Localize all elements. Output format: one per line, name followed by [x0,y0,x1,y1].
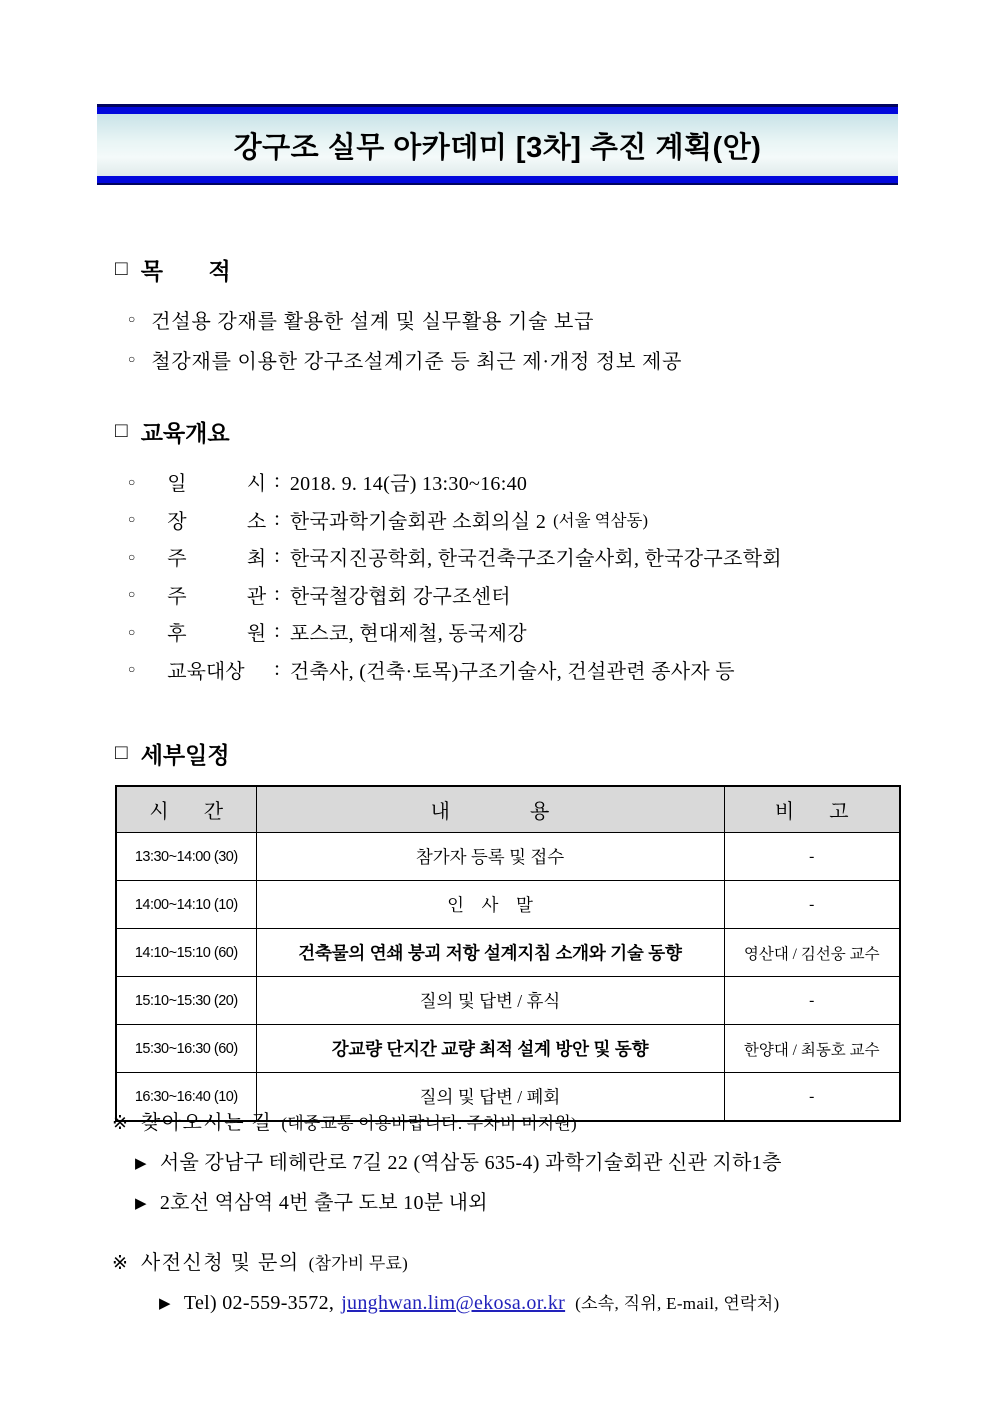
list-item [128,576,900,614]
overview-item-value: 한국철강협회 강구조센터 [289,585,511,608]
contact-line [159,1289,922,1315]
cell-content: 건축물의 연쇄 붕괴 저항 설계지침 소개와 기술 동향 [256,929,724,977]
note-heading [112,1106,922,1135]
table-header-row [116,786,900,833]
arrow-bullet-icon: ▶ [135,1196,147,1212]
cell-remark: - [724,833,900,881]
list-item [128,651,900,689]
banner-top-bar [97,104,898,114]
email-link[interactable]: junghwan.lim@ekosa.or.kr [341,1292,566,1314]
overview-item-value: 건축사, (건축·토목)구조기술사, 건설관련 종사자 등 [289,660,735,683]
purpose-heading-label: 목 적 [140,258,231,284]
title-banner [97,104,898,185]
cell-content: 참가자 등록 및 접수 [256,833,724,881]
overview-list [115,463,900,688]
schedule-table [115,785,901,1122]
label-colon: : [274,657,280,680]
circle-bullet-icon: ○ [128,474,136,489]
circle-bullet-icon: ○ [128,662,136,677]
circle-bullet-icon: ○ [128,624,136,639]
overview-item-value: 한국지진공학회, 한국건축구조기술사회, 한국강구조학회 [289,548,782,571]
cell-time: 14:10~15:10 (60) [116,929,256,977]
cell-remark: - [724,881,900,929]
direction-text: 서울 강남구 테헤란로 7길 22 (역삼동 635-4) 과학기술회관 신관 지하1층 [159,1152,782,1174]
label-colon: : [274,545,280,568]
overview-item-label: 주 최 [167,548,267,571]
schedule-heading [115,737,900,770]
cell-content: 강교량 단지간 교량 최적 설계 방안 및 동향 [256,1025,724,1073]
circle-bullet-icon: ○ [128,587,136,602]
label-colon: : [274,507,280,530]
purpose-item-text: 철강재를 이용한 강구조설계기준 등 최근 제·개정 정보 제공 [151,350,683,373]
cell-remark: 영산대 / 김선웅 교수 [724,929,900,977]
cell-time: 13:30~14:00 (30) [116,833,256,881]
col-header-time: 시 간 [116,786,256,833]
cell-content: 인 사 말 [256,881,724,929]
phone-number: Tel) 02-559-3572, [183,1292,335,1314]
cell-time: 14:00~14:10 (10) [116,881,256,929]
purpose-item-text: 건설용 강재를 활용한 설계 및 실무활용 기술 보급 [151,310,595,333]
banner-body [97,114,898,176]
table-row [116,833,900,881]
overview-item-label: 후 원 [167,623,267,646]
schedule-heading-label: 세부일정 [140,742,230,768]
cell-time: 15:30~16:30 (60) [116,1025,256,1073]
section-schedule [115,737,900,1122]
col-header-content: 내 용 [256,786,724,833]
label-colon: : [274,582,280,605]
arrow-bullet-icon: ▶ [135,1156,147,1172]
table-row [116,977,900,1025]
cell-remark: - [724,977,900,1025]
document-content [115,184,900,1122]
square-bullet-icon: □ [115,257,128,280]
cell-remark: - [724,1073,900,1122]
footer-notes [112,1106,922,1315]
overview-item-note: (서울 역삼동) [553,511,648,531]
square-bullet-icon: □ [115,419,128,442]
note-title: 찾아오시는 길 [140,1112,273,1134]
overview-heading-label: 교육개요 [140,420,230,446]
note-registration [112,1246,922,1315]
overview-item-value: 한국과학기술회관 소회의실 2 [289,510,547,533]
table-row [116,1025,900,1073]
page-title: 강구조 실무 아카데미 [3차] 추진 계획(안) [233,131,762,164]
overview-item-label: 교육대상 [167,660,245,683]
list-item [128,463,900,501]
list-item [128,613,900,651]
note-subtext: (대중교통 이용바랍니다. 주차비 미지원) [281,1114,577,1133]
overview-item-label: 주 관 [167,585,267,608]
arrow-bullet-icon: ▶ [159,1296,171,1312]
overview-item-label: 장 소 [167,510,267,533]
list-item [128,299,900,339]
section-purpose [115,253,900,379]
label-colon: : [274,620,280,643]
contact-suffix: (소속, 직위, E-mail, 연락처) [575,1294,780,1313]
square-bullet-icon: □ [115,741,128,764]
circle-bullet-icon: ○ [128,352,136,366]
note-subtext: (참가비 무료) [308,1254,408,1273]
reference-mark-icon: ※ [112,1113,128,1134]
list-item [128,538,900,576]
purpose-heading [115,253,900,286]
cell-remark: 한양대 / 최동호 교수 [724,1025,900,1073]
overview-heading [115,415,900,448]
circle-bullet-icon: ○ [128,549,136,564]
note-directions [112,1106,922,1215]
circle-bullet-icon: ○ [128,312,136,326]
section-overview [115,415,900,688]
cell-time: 16:30~16:40 (10) [116,1073,256,1122]
direction-item [135,1186,922,1215]
overview-item-value: 2018. 9. 14(금) 13:30~16:40 [289,473,528,496]
list-item [128,339,900,379]
direction-text: 2호선 역삼역 4번 출구 도보 10분 내외 [159,1192,488,1214]
purpose-list [115,299,900,379]
table-row [116,929,900,977]
label-colon: : [274,470,280,493]
direction-item [135,1146,922,1175]
overview-item-label: 일 시 [167,473,267,496]
list-item [128,501,900,539]
circle-bullet-icon: ○ [128,512,136,527]
cell-content: 질의 및 답변 / 휴식 [256,977,724,1025]
cell-time: 15:10~15:30 (20) [116,977,256,1025]
note-title: 사전신청 및 문의 [140,1252,300,1274]
cell-content: 질의 및 답변 / 폐회 [256,1073,724,1122]
col-header-remark: 비 고 [724,786,900,833]
table-row [116,881,900,929]
overview-item-value: 포스코, 현대제철, 동국제강 [289,623,527,646]
note-heading [112,1246,922,1275]
reference-mark-icon: ※ [112,1253,128,1274]
